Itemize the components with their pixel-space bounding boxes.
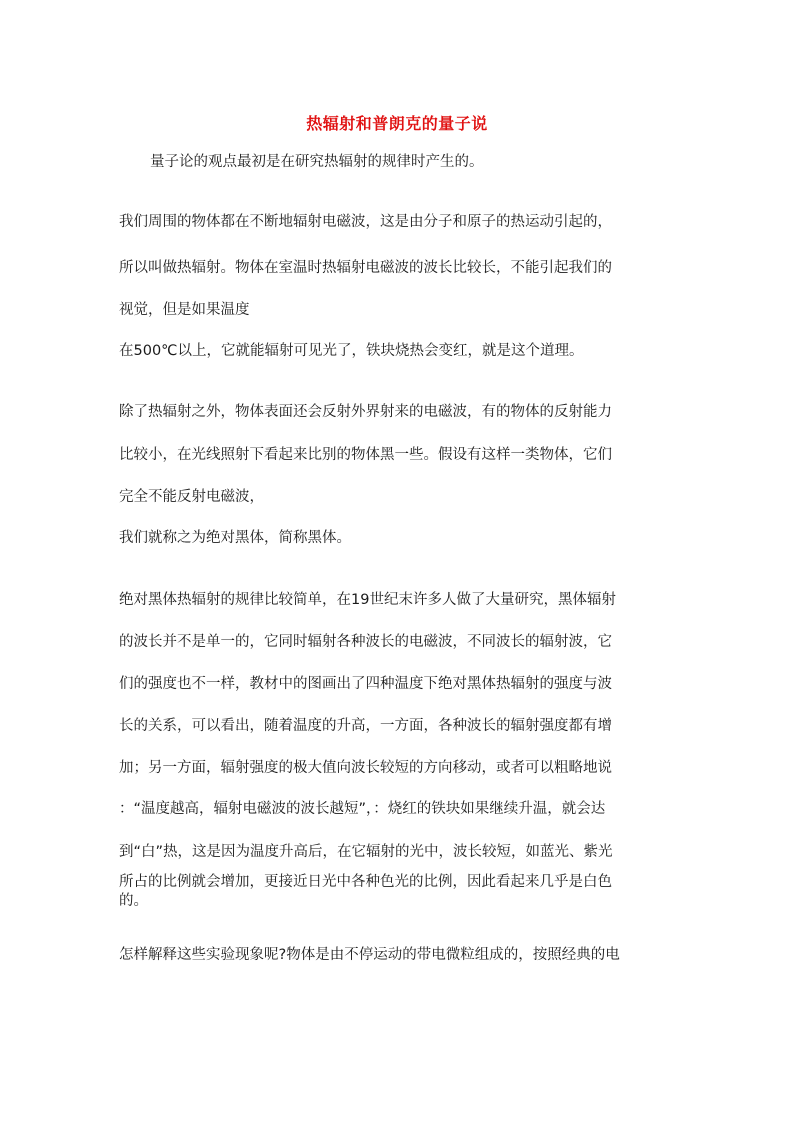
paragraph-line: 视觉，但是如果温度 [119,302,250,318]
page-title: 热辐射和普朗克的量子说 [306,114,488,133]
paragraph-line: 们的强度也不一样，教材中的图画出了四种温度下绝对黑体热辐射的强度与波 [119,676,612,692]
paragraph-line: 绝对黑体热辐射的规律比较简单，在19世纪末许多人做了大量研究，黑体辐射 [119,592,616,608]
paragraph-line: 量子论的观点最初是在研究热辐射的规律时产生的。 [150,154,484,170]
paragraph-line: 我们就称之为绝对黑体，简称黑体。 [119,530,351,546]
paragraph-line: 长的关系，可以看出，随着温度的升高，一方面，各种波长的辐射强度都有增 [119,718,612,734]
paragraph-line: 的波长并不是单一的，它同时辐射各种波长的电磁波，不同波长的辐射波，它 [119,634,612,650]
paragraph-line: 加；另一方面，辐射强度的极大值向波长较短的方向移动，或者可以粗略地说 [119,760,612,776]
paragraph-line: 的。 [119,893,148,909]
paragraph-line: 完全不能反射电磁波， [119,489,264,505]
paragraph-line: 到“白”热，这是因为温度升高后，在它辐射的光中，波长较短，如蓝光、紫光 [119,844,613,860]
paragraph-line: ：“温度越高，辐射电磁波的波长越短”，：烧红的铁块如果继续升温，就会达 [119,801,606,817]
paragraph-line: 在500℃以上，它就能辐射可见光了，铁块烧热会变红，就是这个道理。 [119,343,584,359]
paragraph-line: 所占的比例就会增加，更接近日光中各种色光的比例，因此看起来几乎是白色 [119,874,612,890]
paragraph-line: 比较小，在光线照射下看起来比别的物体黑一些。假设有这样一类物体，它们 [119,447,612,463]
paragraph-line: 除了热辐射之外，物体表面还会反射外界射来的电磁波，有的物体的反射能力 [119,404,612,420]
paragraph-line: 我们周围的物体都在不断地辐射电磁波，这是由分子和原子的热运动引起的， [119,214,612,230]
paragraph-line: 所以叫做热辐射。物体在室温时热辐射电磁波的波长比较长，不能引起我们的 [119,260,612,276]
paragraph-line: 怎样解释这些实验现象呢?物体是由不停运动的带电微粒组成的，按照经典的电 [119,947,620,963]
